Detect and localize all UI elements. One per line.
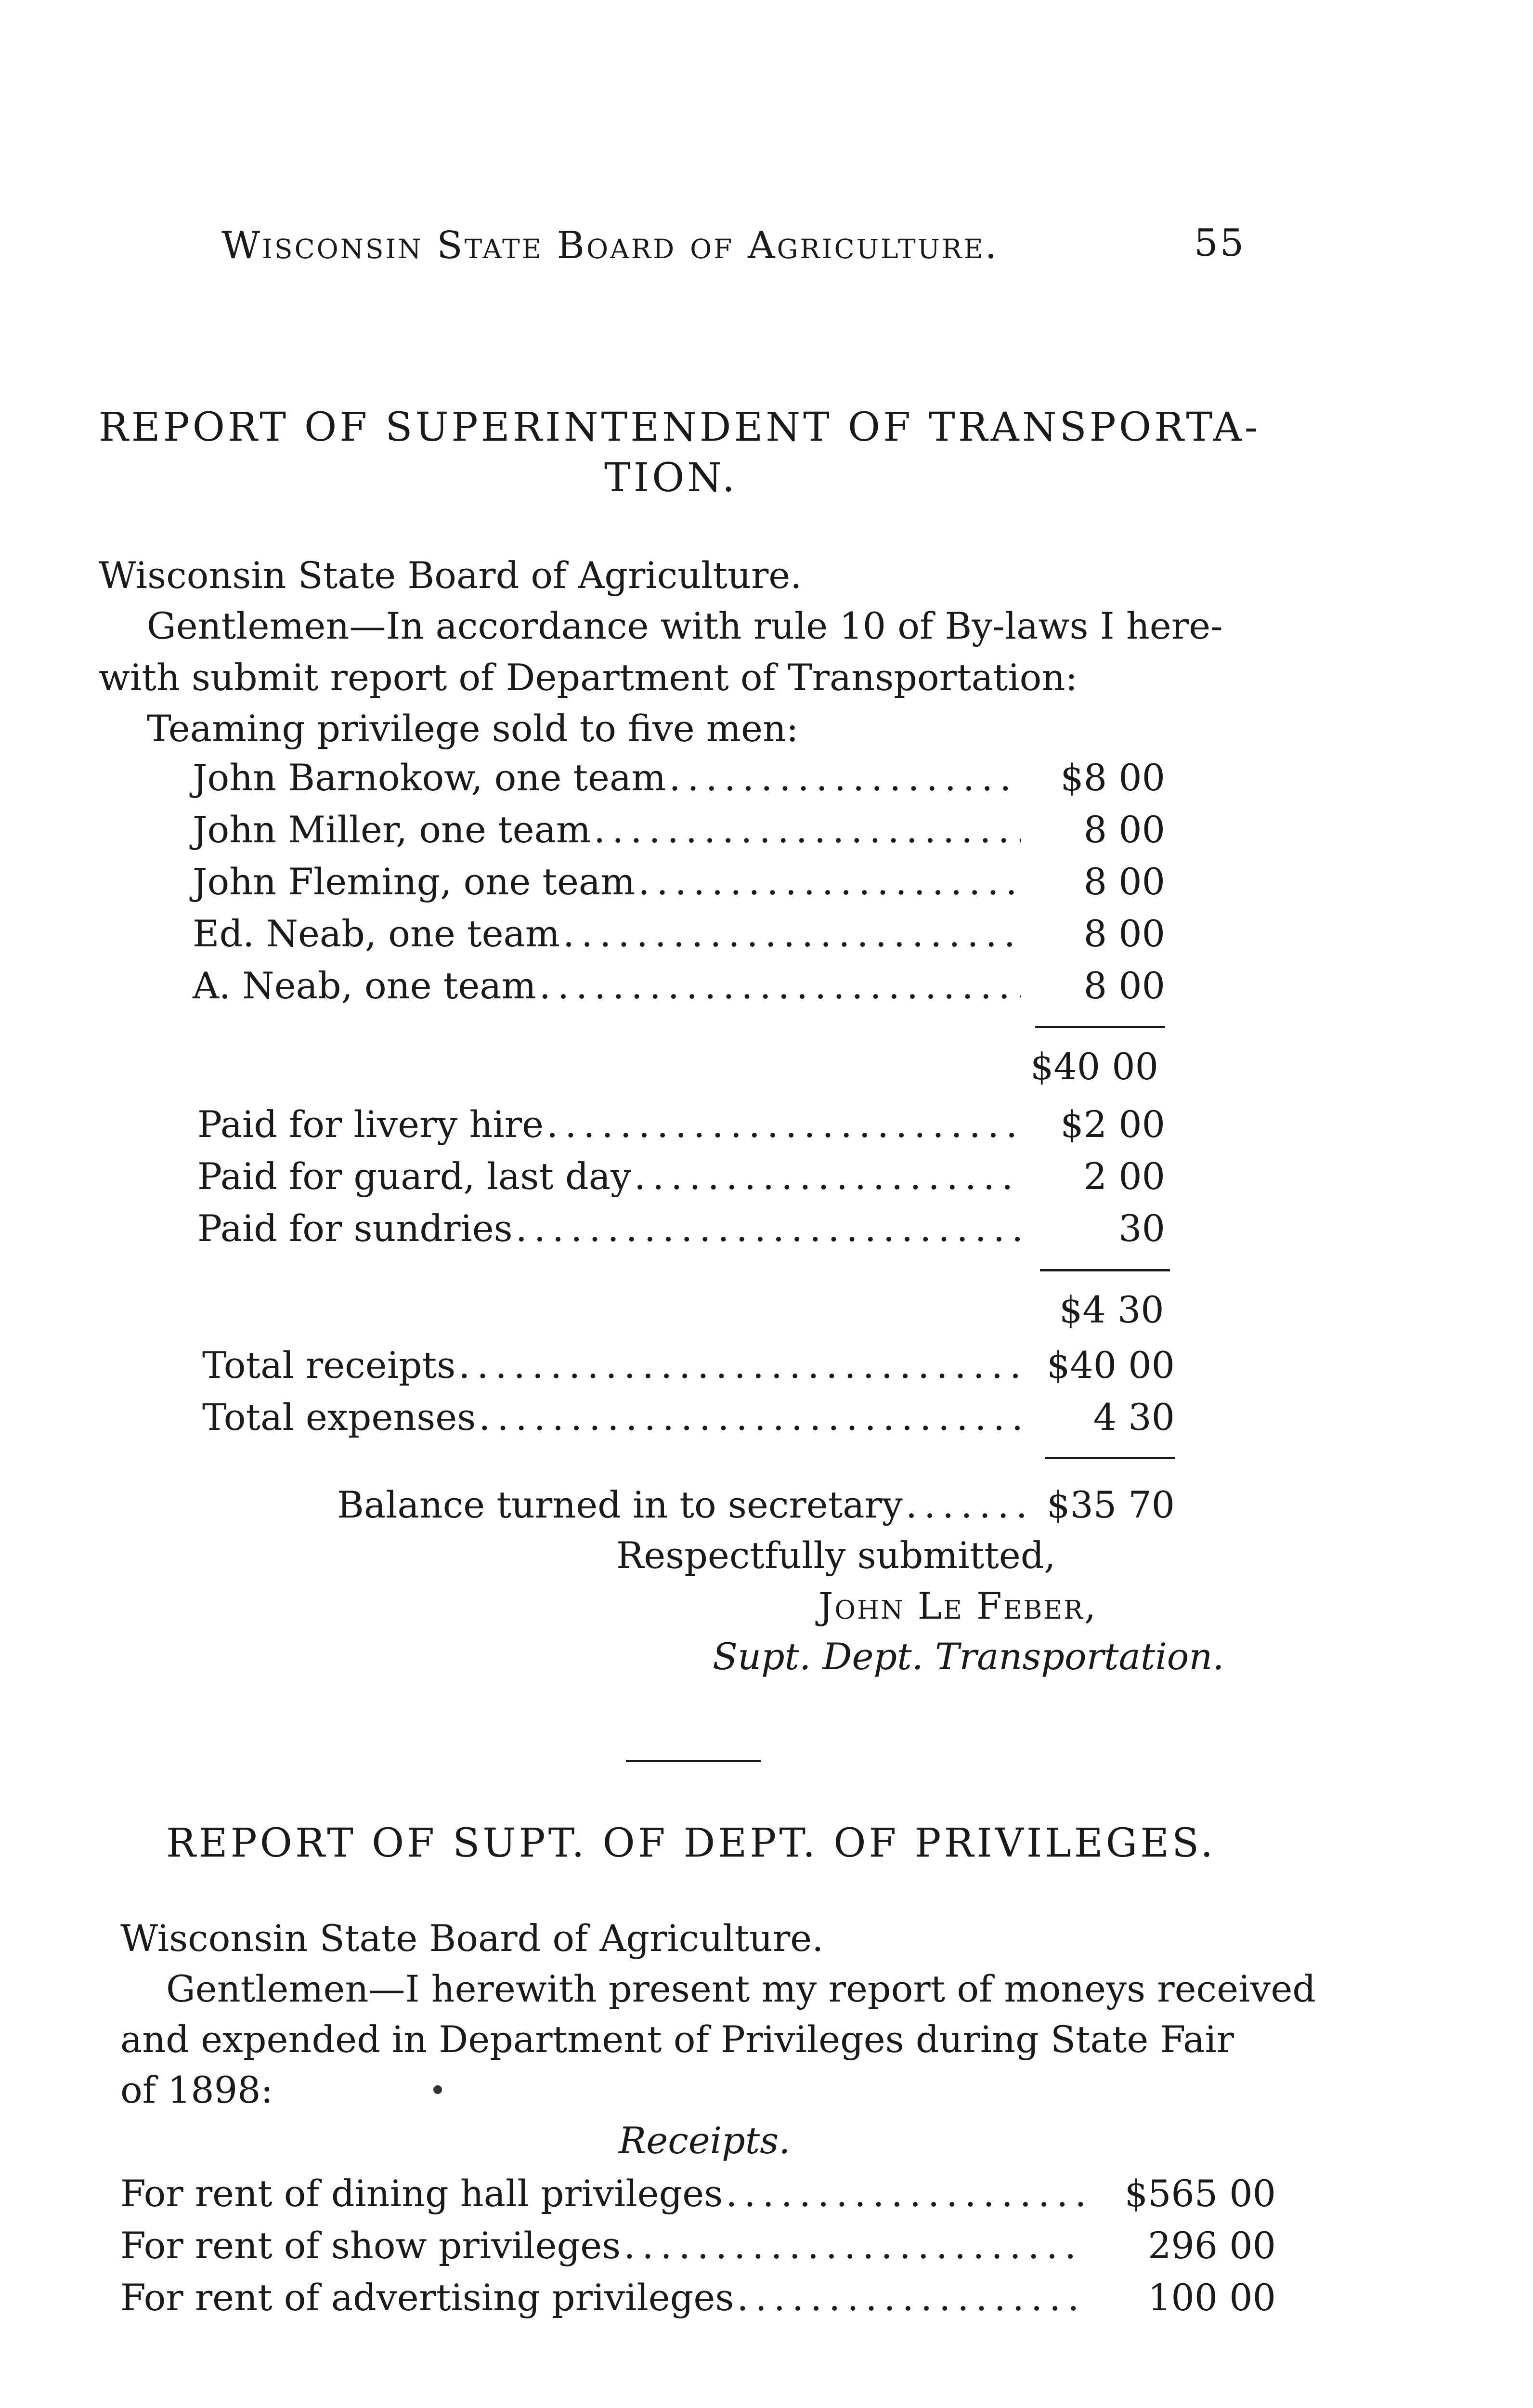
team-amount: 8 00 bbox=[1083, 860, 1165, 903]
expense-row bbox=[197, 1103, 1165, 1146]
team-amount: 8 00 bbox=[1083, 912, 1165, 955]
team-label: A. Neab, one team bbox=[193, 964, 536, 1007]
team-label: Ed. Neab, one team bbox=[193, 912, 560, 955]
team-row bbox=[193, 860, 1165, 903]
receipt-label: For rent of show privileges bbox=[120, 2224, 621, 2267]
leader-dots bbox=[726, 2172, 1083, 2215]
privileges-intro-line1: Gentlemen—I herewith present my report of moneys received bbox=[166, 1967, 1316, 2010]
team-amount: 8 00 bbox=[1083, 808, 1165, 851]
expense-row bbox=[197, 1155, 1165, 1198]
team-row bbox=[193, 912, 1165, 955]
leader-dots bbox=[479, 1396, 1030, 1439]
teams-total: $40 00 bbox=[1030, 1045, 1158, 1088]
subtotal-rule bbox=[1040, 1269, 1170, 1271]
receipt-amount: $565 00 bbox=[1124, 2172, 1276, 2215]
page-number: 55 bbox=[1194, 222, 1246, 265]
privileges-heading: REPORT OF SUPT. OF DEPT. OF PRIVILEGES. bbox=[166, 1820, 1216, 1866]
transport-heading-line1: REPORT OF SUPERINTENDENT OF TRANSPORTA- bbox=[99, 405, 1261, 450]
transport-intro-line1: Gentlemen—In accordance with rule 10 of By-laws I here- bbox=[147, 604, 1223, 647]
receipt-amount: 100 00 bbox=[1148, 2276, 1276, 2319]
leader-dots bbox=[546, 1103, 1021, 1146]
balance-rule bbox=[1045, 1457, 1175, 1459]
total-row bbox=[202, 1344, 1175, 1387]
total-amount: 4 30 bbox=[1093, 1396, 1175, 1439]
balance-row bbox=[337, 1483, 1175, 1526]
balance-amount: $35 70 bbox=[1047, 1483, 1175, 1526]
expense-amount: 2 00 bbox=[1083, 1155, 1165, 1198]
running-head-title: Wisconsin State Board of Agriculture. bbox=[221, 224, 999, 267]
signer-title: Supt. Dept. Transportation. bbox=[713, 1635, 1224, 1678]
expense-label: Paid for livery hire bbox=[197, 1103, 544, 1146]
expense-label: Paid for sundries bbox=[197, 1207, 513, 1250]
leader-dots bbox=[634, 1155, 1021, 1198]
receipt-label: For rent of dining hall privileges bbox=[120, 2172, 723, 2215]
receipts-heading: Receipts. bbox=[619, 2119, 791, 2162]
leader-dots bbox=[638, 860, 1021, 903]
team-row bbox=[193, 964, 1165, 1007]
leader-dots bbox=[458, 1344, 1030, 1387]
privileges-addressee: Wisconsin State Board of Agriculture. bbox=[120, 1917, 824, 1960]
leader-dots bbox=[594, 808, 1021, 851]
receipt-row bbox=[120, 2224, 1276, 2267]
leader-dots bbox=[906, 1483, 1030, 1526]
transport-heading-line2: TION. bbox=[604, 455, 738, 501]
privileges-intro-line3: of 1898: bbox=[120, 2068, 273, 2111]
leader-dots bbox=[516, 1207, 1021, 1250]
expense-amount: $2 00 bbox=[1060, 1103, 1165, 1146]
team-row bbox=[193, 808, 1165, 851]
team-amount: 8 00 bbox=[1083, 964, 1165, 1007]
receipt-label: For rent of advertising privileges bbox=[120, 2276, 734, 2319]
team-label: John Fleming, one team bbox=[193, 860, 636, 903]
team-row bbox=[193, 756, 1165, 799]
leader-dots bbox=[539, 964, 1021, 1007]
transport-intro-line2: with submit report of Department of Transportation: bbox=[99, 656, 1078, 699]
transport-addressee: Wisconsin State Board of Agriculture. bbox=[99, 554, 802, 597]
leader-dots bbox=[737, 2276, 1083, 2319]
expense-label: Paid for guard, last day bbox=[197, 1155, 631, 1198]
expenses-total: $4 30 bbox=[1059, 1288, 1164, 1331]
closing-text: Respectfully submitted, bbox=[616, 1534, 1056, 1577]
receipt-row bbox=[120, 2172, 1276, 2215]
teaming-intro: Teaming privilege sold to five men: bbox=[147, 707, 799, 750]
privileges-intro-line2: and expended in Department of Privileges during State Fair bbox=[120, 2018, 1234, 2061]
team-amount: $8 00 bbox=[1060, 756, 1165, 799]
subtotal-rule bbox=[1035, 1026, 1165, 1028]
receipt-row bbox=[120, 2276, 1276, 2319]
leader-dots bbox=[624, 2224, 1083, 2267]
team-label: John Miller, one team bbox=[193, 808, 591, 851]
expense-amount: 30 bbox=[1118, 1207, 1165, 1250]
leader-dots bbox=[669, 756, 1021, 799]
total-amount: $40 00 bbox=[1047, 1344, 1175, 1387]
signer-name: John Le Feber, bbox=[818, 1584, 1098, 1627]
leader-dots bbox=[563, 912, 1021, 955]
team-label: John Barnokow, one team bbox=[193, 756, 666, 799]
total-label: Total receipts bbox=[202, 1344, 456, 1387]
expense-row bbox=[197, 1207, 1165, 1250]
section-divider bbox=[626, 1760, 761, 1762]
receipt-amount: 296 00 bbox=[1148, 2224, 1276, 2267]
total-label: Total expenses bbox=[202, 1396, 476, 1439]
ink-speck bbox=[433, 2085, 442, 2094]
total-row bbox=[202, 1396, 1175, 1439]
balance-label: Balance turned in to secretary bbox=[337, 1483, 903, 1526]
